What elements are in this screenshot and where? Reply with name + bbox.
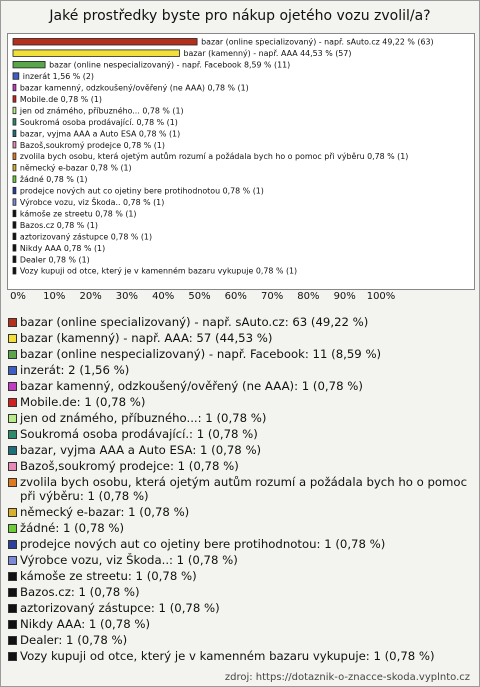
legend-label: Dealer: 1 (0,78 %): [20, 633, 128, 647]
x-tick-label: 60%: [224, 291, 247, 302]
legend-item: [8, 331, 474, 345]
bar-chart: [8, 34, 474, 289]
legend-swatch: [8, 430, 17, 439]
x-tick-label: 10%: [43, 291, 66, 302]
legend-swatch: [8, 572, 17, 581]
bar-label-9: Bazoš,soukromý prodejce 0,78 % (1): [19, 140, 165, 150]
legend-label: Soukromá osoba prodávající.: 1 (0,78 %): [20, 427, 258, 441]
legend-item: [8, 379, 474, 393]
bar-label-3: inzerát 1,56 % (2): [22, 72, 94, 82]
legend-item: [8, 521, 474, 535]
legend-label: bazar, vyjma AAA a Auto ESA: 1 (0,78 %): [20, 443, 262, 457]
bar-13: [13, 187, 16, 194]
bar-label-11: německý e-bazar 0,78 % (1): [19, 163, 132, 173]
legend-item: [8, 427, 474, 441]
legend-label: žádné: 1 (0,78 %): [20, 521, 125, 535]
bar-1: [13, 50, 180, 57]
legend-item: [8, 505, 474, 519]
x-tick-label: 30%: [115, 291, 138, 302]
legend-swatch: [8, 446, 17, 455]
bar-4: [13, 84, 16, 91]
chart-title: Jaké prostředky byste pro nákup ojetého vozu zvolil/a?: [49, 8, 431, 24]
legend-label: bazar (kamenný) - např. AAA: 57 (44,53 %): [20, 331, 273, 345]
legend: [8, 315, 474, 665]
legend-label: Nikdy AAA: 1 (0,78 %): [20, 617, 151, 631]
bar-11: [13, 164, 16, 171]
x-tick-label: 0%: [10, 291, 26, 302]
bar-label-13: prodejce nových aut co ojetiny bere protihodnotou 0,78 % (1): [19, 186, 264, 196]
legend-swatch: [8, 588, 17, 597]
legend-item: [8, 395, 474, 409]
bar-10: [13, 153, 16, 160]
legend-swatch: [8, 382, 17, 391]
bar-17: [13, 233, 16, 240]
bar-14: [13, 199, 16, 206]
plot-area: [7, 33, 475, 290]
x-tick-label: 80%: [297, 291, 320, 302]
legend-label: Bazos.cz: 1 (0,78 %): [20, 585, 140, 599]
legend-label: německý e-bazar: 1 (0,78 %): [20, 505, 190, 519]
legend-swatch: [8, 604, 17, 613]
x-tick-label: 100%: [366, 291, 396, 302]
legend-item: [8, 633, 474, 647]
bar-9: [13, 142, 16, 149]
legend-swatch: [8, 524, 17, 533]
legend-swatch: [8, 508, 17, 517]
bar-label-19: Dealer 0,78 % (1): [19, 255, 90, 265]
legend-item: [8, 347, 474, 361]
bar-label-4: bazar kamenný, odzkoušený/ověřený (ne AAA) 0,78 % (1): [19, 83, 249, 93]
legend-item: [8, 443, 474, 457]
bar-3: [13, 73, 19, 80]
bar-19: [13, 256, 16, 263]
legend-swatch: [8, 334, 17, 343]
x-tick-label: 40%: [152, 291, 175, 302]
legend-item: [8, 537, 474, 551]
bar-label-20: Vozy kupuji od otce, který je v kamenném bazaru vykupuje 0,78 % (1): [19, 266, 298, 276]
legend-item: [8, 475, 474, 503]
legend-label: bazar (online specializovaný) - např. sAuto.cz: 63 (49,22 %): [20, 315, 369, 329]
bar-0: [13, 39, 197, 46]
legend-item: [8, 363, 474, 377]
x-tick-label: 90%: [333, 291, 356, 302]
legend-swatch: [8, 652, 17, 661]
x-tick-label: 50%: [188, 291, 211, 302]
bar-6: [13, 107, 16, 114]
bar-2: [13, 61, 45, 68]
bar-label-5: Mobile.de 0,78 % (1): [19, 95, 102, 104]
legend-label: zvolila bych osobu, která ojetým autům rozumí a požádala bych ho o pomoc při výběru: 1 (0,78 %): [20, 475, 468, 503]
bar-5: [13, 96, 16, 103]
legend-label: Výrobce vozu, viz Škoda..: 1 (0,78 %): [20, 553, 238, 567]
legend-item: [8, 315, 474, 329]
legend-swatch: [8, 318, 17, 327]
legend-swatch: [8, 350, 17, 359]
legend-label: Bazoš,soukromý prodejce: 1 (0,78 %): [20, 459, 239, 473]
legend-swatch: [8, 366, 17, 375]
legend-swatch: [8, 636, 17, 645]
bar-label-0: bazar (online specializovaný) - např. sAuto.cz 49,22 % (63): [201, 37, 434, 47]
bar-15: [13, 210, 16, 217]
legend-item: [8, 585, 474, 599]
bar-18: [13, 245, 16, 252]
legend-label: inzerát: 2 (1,56 %): [20, 363, 130, 377]
bar-label-8: bazar, vyjma AAA a Auto ESA 0,78 % (1): [19, 129, 181, 139]
bar-8: [13, 130, 16, 137]
bar-label-12: žádné 0,78 % (1): [19, 175, 88, 185]
legend-swatch: [8, 620, 17, 629]
legend-item: [8, 617, 474, 631]
legend-label: prodejce nových aut co ojetiny bere protihodnotou: 1 (0,78 %): [20, 537, 386, 551]
legend-label: Mobile.de: 1 (0,78 %): [20, 395, 146, 409]
legend-item: [8, 459, 474, 473]
legend-swatch: [8, 398, 17, 407]
legend-label: bazar (online nespecializovaný) - např. Facebook: 11 (8,59 %): [20, 347, 382, 361]
bar-label-10: zvolila bych osobu, která ojetým autům rozumí a požádala bych ho o pomoc při výběru 0,78 % (1): [19, 152, 409, 162]
x-tick-label: 20%: [79, 291, 102, 302]
legend-label: Vozy kupuji od otce, který je v kamenném bazaru vykupuje: 1 (0,78 %): [20, 649, 435, 663]
bar-7: [13, 119, 16, 126]
legend-label: jen od známého, příbuzného...: 1 (0,78 %): [20, 411, 267, 425]
bar-label-17: aztorizovaný zástupce 0,78 % (1): [19, 232, 153, 242]
legend-swatch: [8, 556, 17, 565]
bar-label-2: bazar (online nespecializovaný) - např. Facebook 8,59 % (11): [49, 60, 291, 70]
bar-label-7: Soukromá osoba prodávající. 0,78 % (1): [19, 117, 178, 127]
bar-label-14: Výrobce vozu, viz Škoda.. 0,78 % (1): [19, 198, 165, 207]
legend-swatch: [8, 540, 17, 549]
source-credit: zdroj: https://dotaznik-o-znacce-skoda.vyplnto.cz: [224, 672, 470, 683]
bar-12: [13, 176, 16, 183]
legend-swatch: [8, 462, 17, 471]
legend-item: [8, 569, 474, 583]
bar-label-18: Nikdy AAA 0,78 % (1): [19, 243, 106, 253]
legend-label: kámoše ze streetu: 1 (0,78 %): [20, 569, 197, 583]
legend-item: [8, 411, 474, 425]
bar-20: [13, 268, 16, 275]
legend-swatch: [8, 478, 17, 487]
legend-item: [8, 553, 474, 567]
legend-label: bazar kamenný, odzkoušený/ověřený (ne AAA): 1 (0,78 %): [20, 379, 363, 393]
bar-label-16: Bazos.cz 0,78 % (1): [19, 220, 98, 230]
legend-item: [8, 649, 474, 663]
legend-item: [8, 601, 474, 615]
bar-label-6: jen od známého, příbuzného... 0,78 % (1): [19, 106, 184, 116]
bar-label-15: kámoše ze streetu 0,78 % (1): [19, 209, 137, 219]
x-tick-label: 70%: [260, 291, 284, 302]
legend-label: aztorizovaný zástupce: 1 (0,78 %): [20, 601, 220, 615]
bar-label-1: bazar (kamenný) - např. AAA 44,53 % (57): [183, 49, 352, 59]
bar-16: [13, 222, 16, 229]
legend-swatch: [8, 414, 17, 423]
